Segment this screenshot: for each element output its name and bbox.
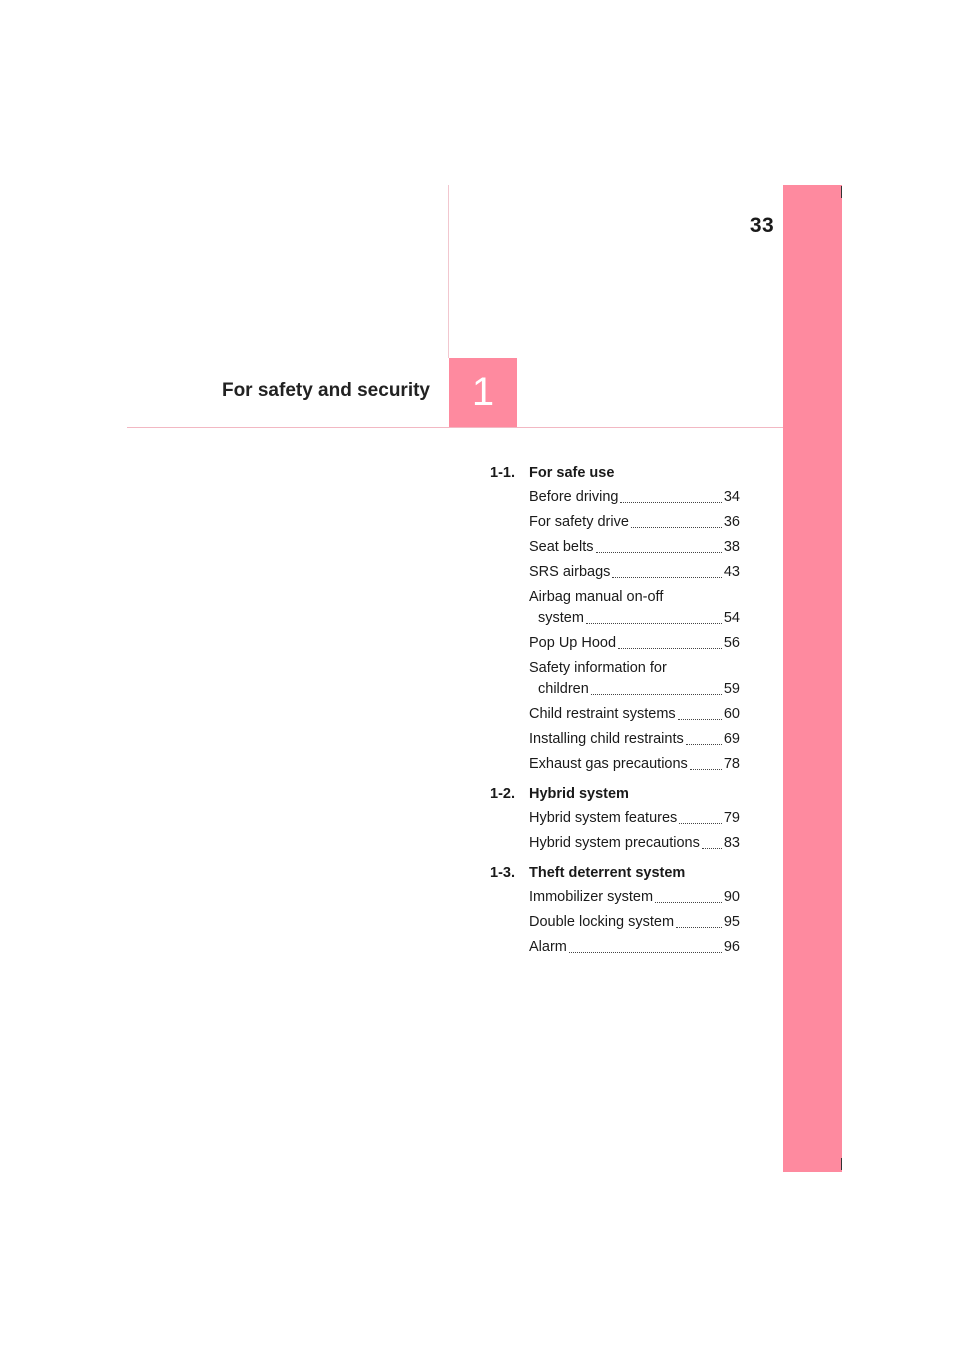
toc-section-number: 1-1.	[490, 464, 515, 481]
toc-entry[interactable]	[529, 806, 740, 831]
toc-section-title: Theft deterrent system	[529, 864, 686, 881]
toc-entry[interactable]	[529, 631, 740, 656]
toc-leader-dots	[690, 769, 722, 770]
toc-entry-page: 79	[723, 810, 740, 826]
chapter-number-box: 1	[449, 358, 517, 427]
toc-entry-page: 60	[723, 706, 740, 722]
toc-entry-title: Alarm	[529, 939, 567, 955]
toc-entry-title: Exhaust gas precautions	[529, 756, 688, 772]
toc-entry-title: SRS airbags	[529, 564, 611, 580]
toc-leader-dots	[620, 502, 721, 503]
chapter-title: For safety and security	[221, 380, 430, 401]
toc-entry-page: 78	[723, 756, 740, 772]
toc-entry-page: 69	[723, 731, 740, 747]
toc-section-heading[interactable]	[490, 860, 740, 885]
crop-mark-top	[841, 186, 842, 198]
toc-entry[interactable]	[529, 585, 740, 631]
toc-section-title: For safe use	[529, 464, 615, 481]
toc-entry[interactable]	[529, 935, 740, 960]
toc-entry[interactable]	[529, 752, 740, 777]
toc-entry-page: 54	[723, 610, 740, 626]
toc-entry-title: Double locking system	[529, 914, 675, 930]
toc-entry-title: Safety information for	[529, 660, 667, 676]
toc-leader-dots	[569, 952, 722, 953]
toc-entry-title-cont: system	[538, 610, 584, 626]
toc-entry-page: 96	[723, 939, 740, 955]
toc-leader-dots	[678, 719, 722, 720]
side-thumb-tab	[783, 185, 842, 1172]
page-number: 33	[749, 214, 775, 237]
toc-section-number: 1-2.	[490, 785, 515, 802]
toc-entry-page: 36	[723, 514, 740, 530]
crop-mark-bottom	[841, 1158, 842, 1170]
toc-leader-dots	[679, 823, 722, 824]
toc-section-heading[interactable]	[490, 781, 740, 806]
toc-leader-dots	[631, 527, 722, 528]
toc-entry-title: Before driving	[529, 489, 619, 505]
toc-entry-title: Immobilizer system	[529, 889, 654, 905]
toc-section-heading[interactable]	[490, 460, 740, 485]
toc-entry-title: Airbag manual on-off	[529, 589, 664, 605]
toc-entry-title: Child restraint systems	[529, 706, 676, 722]
toc-entry[interactable]	[529, 727, 740, 752]
toc-leader-dots	[586, 623, 722, 624]
toc-entry-title-cont: children	[538, 681, 589, 697]
toc-entry-title: Installing child restraints	[529, 731, 684, 747]
toc-leader-dots	[686, 744, 722, 745]
toc-leader-dots	[591, 694, 722, 695]
toc-leader-dots	[655, 902, 722, 903]
toc-entry-title: Pop Up Hood	[529, 635, 617, 651]
toc-leader-dots	[596, 552, 722, 553]
toc-entry-page: 43	[723, 564, 740, 580]
toc-entry-title: For safety drive	[529, 514, 629, 530]
toc-entry-page: 34	[723, 489, 740, 505]
toc-entry[interactable]	[529, 510, 740, 535]
toc-entry[interactable]	[529, 702, 740, 727]
toc-entry[interactable]	[529, 485, 740, 510]
toc-leader-dots	[676, 927, 722, 928]
toc-leader-dots	[612, 577, 721, 578]
vertical-rule	[448, 185, 449, 358]
toc-entry[interactable]	[529, 656, 740, 702]
toc-entry[interactable]	[529, 535, 740, 560]
toc-entry-title: Seat belts	[529, 539, 594, 555]
toc-entry-page: 56	[723, 635, 740, 651]
toc-entry[interactable]	[529, 885, 740, 910]
toc-entry-page: 83	[723, 835, 740, 851]
toc-entry-page: 90	[723, 889, 740, 905]
toc-entry-page: 95	[723, 914, 740, 930]
toc-entry-page: 38	[723, 539, 740, 555]
toc-entry[interactable]	[529, 910, 740, 935]
toc-section-number: 1-3.	[490, 864, 515, 881]
toc-entry-title: Hybrid system precautions	[529, 835, 700, 851]
toc-leader-dots	[702, 848, 722, 849]
toc-entry-page: 59	[723, 681, 740, 697]
toc-leader-dots	[618, 648, 722, 649]
horizontal-rule	[127, 427, 783, 428]
toc-entry[interactable]	[529, 831, 740, 856]
toc-section-title: Hybrid system	[529, 785, 629, 802]
table-of-contents	[490, 460, 740, 960]
toc-entry[interactable]	[529, 560, 740, 585]
toc-entry-title: Hybrid system features	[529, 810, 678, 826]
